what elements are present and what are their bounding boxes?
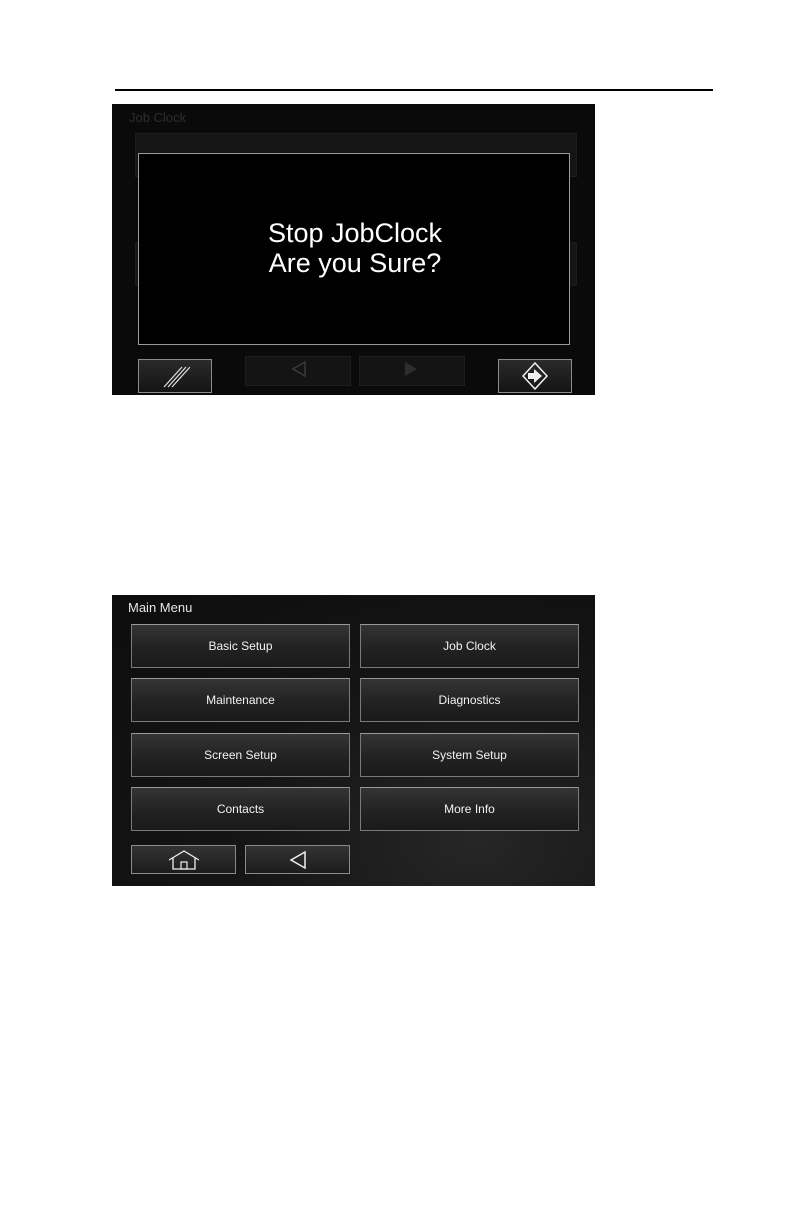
arrow-right-icon [403, 360, 419, 378]
system-setup-button[interactable]: System Setup [360, 733, 579, 777]
dialog-line-2: Are you Sure? [268, 248, 442, 278]
job-clock-confirm-screen [112, 104, 595, 395]
job-clock-button[interactable]: Job Clock [360, 624, 579, 668]
maintenance-button[interactable]: Maintenance [131, 678, 350, 722]
main-menu-screen [112, 595, 595, 886]
cancel-button[interactable] [138, 359, 212, 393]
page-header-rule [115, 89, 713, 91]
back-button[interactable] [245, 845, 350, 874]
screen-title: Main Menu [128, 600, 193, 615]
diagnostics-button[interactable]: Diagnostics [360, 678, 579, 722]
more-info-button[interactable]: More Info [360, 787, 579, 831]
home-icon [167, 849, 201, 871]
basic-setup-button[interactable]: Basic Setup [131, 624, 350, 668]
home-button[interactable] [131, 845, 236, 874]
back-arrow-icon [289, 850, 307, 870]
confirm-arrow-icon [522, 362, 548, 390]
confirm-button[interactable] [498, 359, 572, 393]
cancel-slash-icon [160, 363, 190, 389]
screen-setup-button[interactable]: Screen Setup [131, 733, 350, 777]
arrow-left-icon [291, 360, 307, 378]
confirm-dialog [138, 153, 570, 345]
dialog-line-1: Stop JobClock [267, 218, 443, 248]
screen-title: Job Clock [129, 110, 187, 125]
contacts-button[interactable]: Contacts [131, 787, 350, 831]
